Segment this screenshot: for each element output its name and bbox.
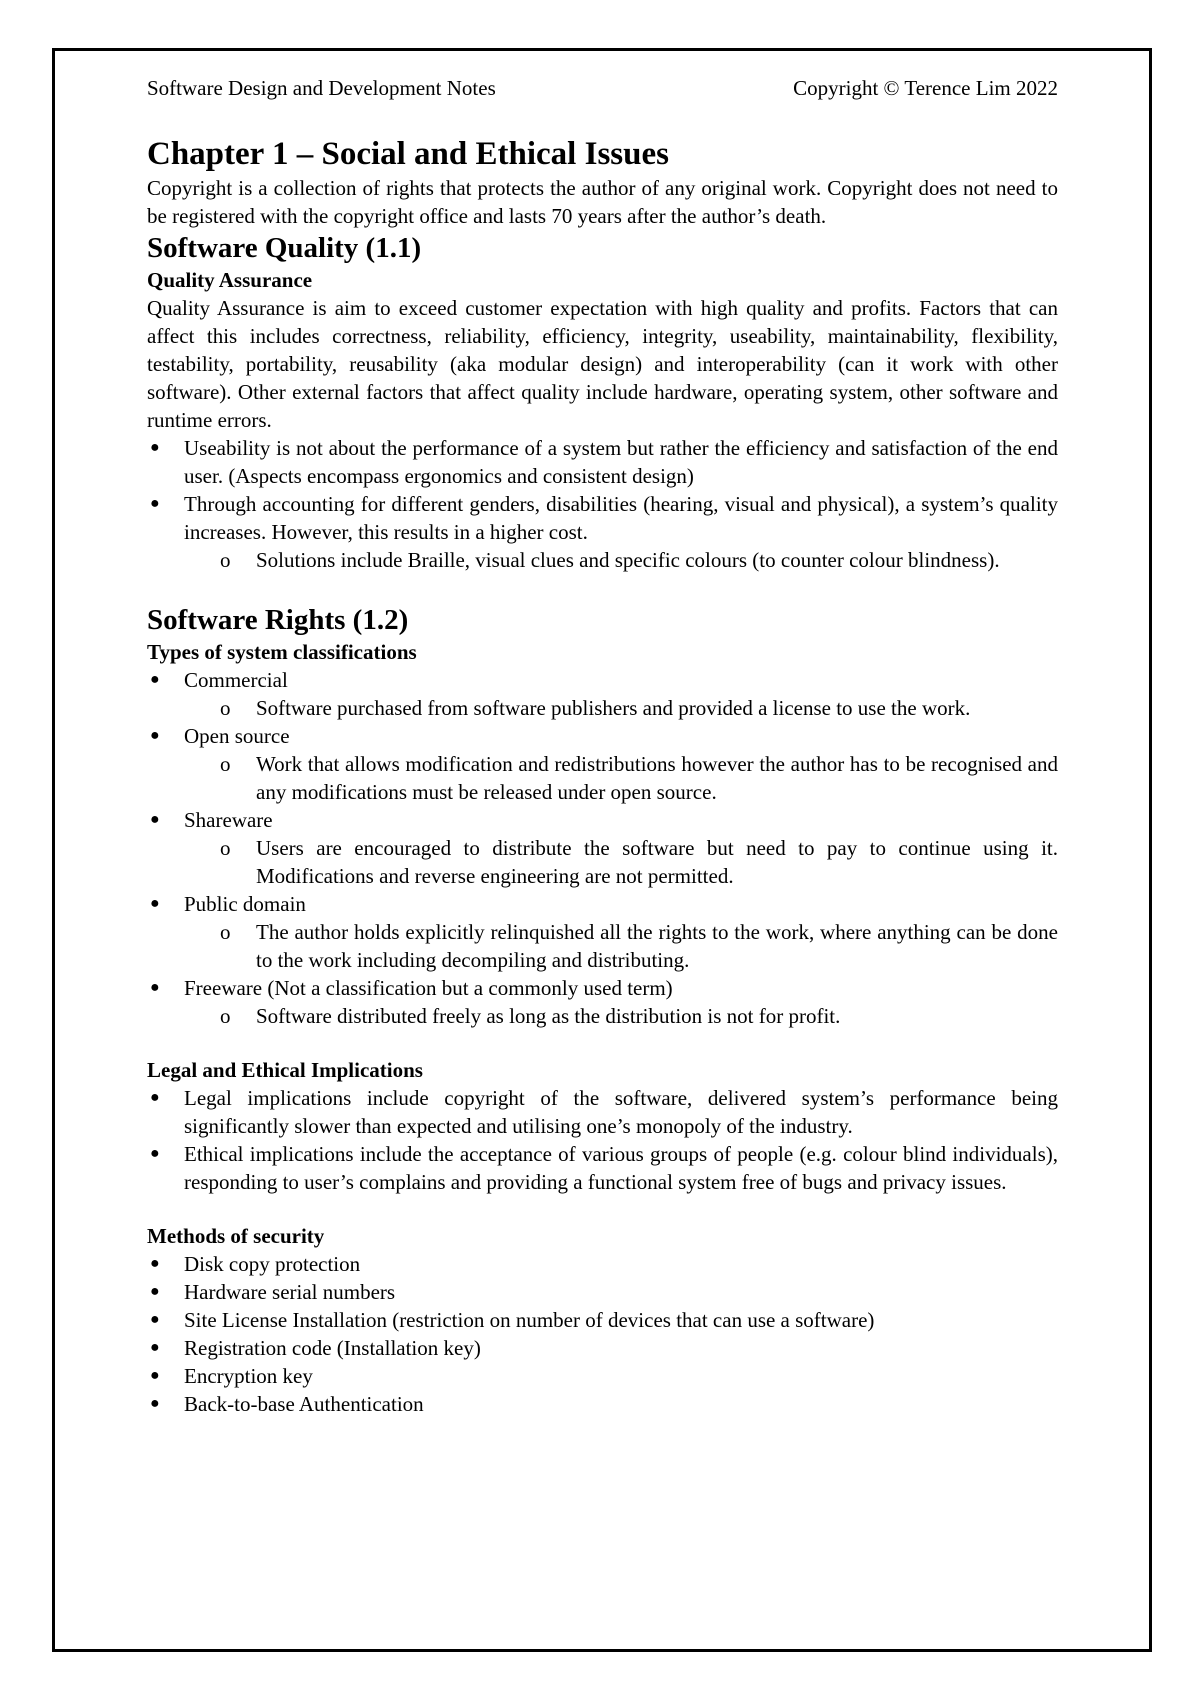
list-item-text: Useability is not about the performance of a system but rather the efficiency and satisfaction of the end user. (Aspects encompass ergonomics and consistent design) (184, 436, 1058, 488)
subheading-classifications: Types of system classifications (147, 640, 417, 664)
classification-list (147, 666, 1058, 1030)
sub-list-item (147, 750, 1058, 806)
list-item (147, 806, 1058, 834)
security-bullet-list (147, 1250, 1058, 1418)
header-left: Software Design and Development Notes (147, 76, 496, 100)
list-item (147, 434, 1058, 490)
list-item (147, 1306, 1058, 1334)
list-item-text: Hardware serial numbers (184, 1280, 396, 1304)
bullet-icon: ● (150, 1395, 160, 1412)
list-item-text: Encryption key (184, 1364, 313, 1388)
subheading-quality-assurance: Quality Assurance (147, 268, 313, 292)
circle-bullet-icon: o (220, 920, 231, 944)
sub-list-item (147, 1002, 1058, 1030)
bullet-icon: ● (150, 439, 160, 456)
list-item (147, 1084, 1058, 1140)
list-item (147, 1334, 1058, 1362)
classification-detail: Work that allows modification and redistributions however the author has to be recognised and any modifications must be released under open source. (256, 752, 1058, 804)
circle-bullet-icon: o (220, 696, 231, 720)
list-item-text: Ethical implications include the acceptance of various groups of people (e.g. colour blind individuals), responding to user’s complains and providing a functional system free of bugs and privacy issues. (184, 1142, 1058, 1194)
list-item (147, 1250, 1058, 1278)
classification-label: Shareware (184, 808, 273, 832)
subheading-legal-ethical: Legal and Ethical Implications (147, 1058, 423, 1082)
list-item-text: Disk copy protection (184, 1252, 361, 1276)
list-item (147, 1390, 1058, 1418)
chapter-intro: Copyright is a collection of rights that protects the author of any original work. Copyright does not need to be registered with the copyright office and lasts 70 years after the author’s death. (147, 176, 1058, 228)
list-item-text: Legal implications include copyright of the software, delivered system’s performance being significantly slower than expected and utilising one’s monopoly of the industry. (184, 1086, 1058, 1138)
subheading-security: Methods of security (147, 1224, 325, 1248)
page-header (147, 72, 1058, 104)
classification-label: Open source (184, 724, 290, 748)
bullet-icon: ● (150, 895, 160, 912)
list-item (147, 974, 1058, 1002)
bullet-icon: ● (150, 671, 160, 688)
chapter-title: Chapter 1 – Social and Ethical Issues (147, 136, 669, 172)
bullet-icon: ● (150, 811, 160, 828)
bullet-icon: ● (150, 1339, 160, 1356)
circle-bullet-icon: o (220, 1004, 231, 1028)
bullet-icon: ● (150, 495, 160, 512)
bullet-icon: ● (150, 1089, 160, 1106)
classification-detail: Users are encouraged to distribute the software but need to pay to continue using it. Modifications and reverse engineering are not permitted. (256, 836, 1058, 888)
legal-bullet-list (147, 1084, 1058, 1196)
list-item-text: Site License Installation (restriction on number of devices that can use a software) (184, 1308, 875, 1332)
classification-detail: Software distributed freely as long as the distribution is not for profit. (256, 1004, 841, 1028)
sub-list-item (147, 694, 1058, 722)
bullet-icon: ● (150, 1283, 160, 1300)
sub-list-item (147, 834, 1058, 890)
list-item (147, 890, 1058, 918)
sub-list-item (147, 546, 1058, 574)
circle-bullet-icon: o (220, 548, 231, 572)
list-item (147, 722, 1058, 750)
bullet-icon: ● (150, 727, 160, 744)
classification-label: Public domain (184, 892, 306, 916)
list-item (147, 1278, 1058, 1306)
sub-list-item (147, 918, 1058, 974)
classification-label: Freeware (Not a classification but a commonly used term) (184, 976, 673, 1000)
list-item-text: Through accounting for different genders, disabilities (hearing, visual and physical), a system’s quality increases. However, this results in a higher cost. (184, 492, 1058, 544)
list-item-text: Back-to-base Authentication (184, 1392, 424, 1416)
quality-paragraph: Quality Assurance is aim to exceed customer expectation with high quality and profits. Factors that can affect this includes correctness, reliability, efficiency, integrity, useability, maintainability, flexibility, testability, portability, reusability (aka modular design) and interoperability (can it work with other software). Other external factors that affect quality include hardware, operating system, other software and runtime errors. (147, 296, 1058, 432)
list-item (147, 1362, 1058, 1390)
quality-bullet-list (147, 434, 1058, 574)
list-item (147, 490, 1058, 546)
section-heading-quality: Software Quality (1.1) (147, 232, 422, 264)
bullet-icon: ● (150, 1255, 160, 1272)
classification-label: Commercial (184, 668, 288, 692)
list-item (147, 666, 1058, 694)
bullet-icon: ● (150, 979, 160, 996)
circle-bullet-icon: o (220, 752, 231, 776)
document-body (147, 72, 1058, 1418)
list-item (147, 1140, 1058, 1196)
section-heading-rights: Software Rights (1.2) (147, 604, 409, 636)
sub-list-item-text: Solutions include Braille, visual clues and specific colours (to counter colour blindness). (256, 548, 1000, 572)
classification-detail: The author holds explicitly relinquished all the rights to the work, where anything can be done to the work including decompiling and distributing. (256, 920, 1058, 972)
bullet-icon: ● (150, 1145, 160, 1162)
bullet-icon: ● (150, 1311, 160, 1328)
list-item-text: Registration code (Installation key) (184, 1336, 481, 1360)
header-right: Copyright © Terence Lim 2022 (793, 76, 1058, 100)
circle-bullet-icon: o (220, 836, 231, 860)
bullet-icon: ● (150, 1367, 160, 1384)
classification-detail: Software purchased from software publishers and provided a license to use the work. (256, 696, 971, 720)
